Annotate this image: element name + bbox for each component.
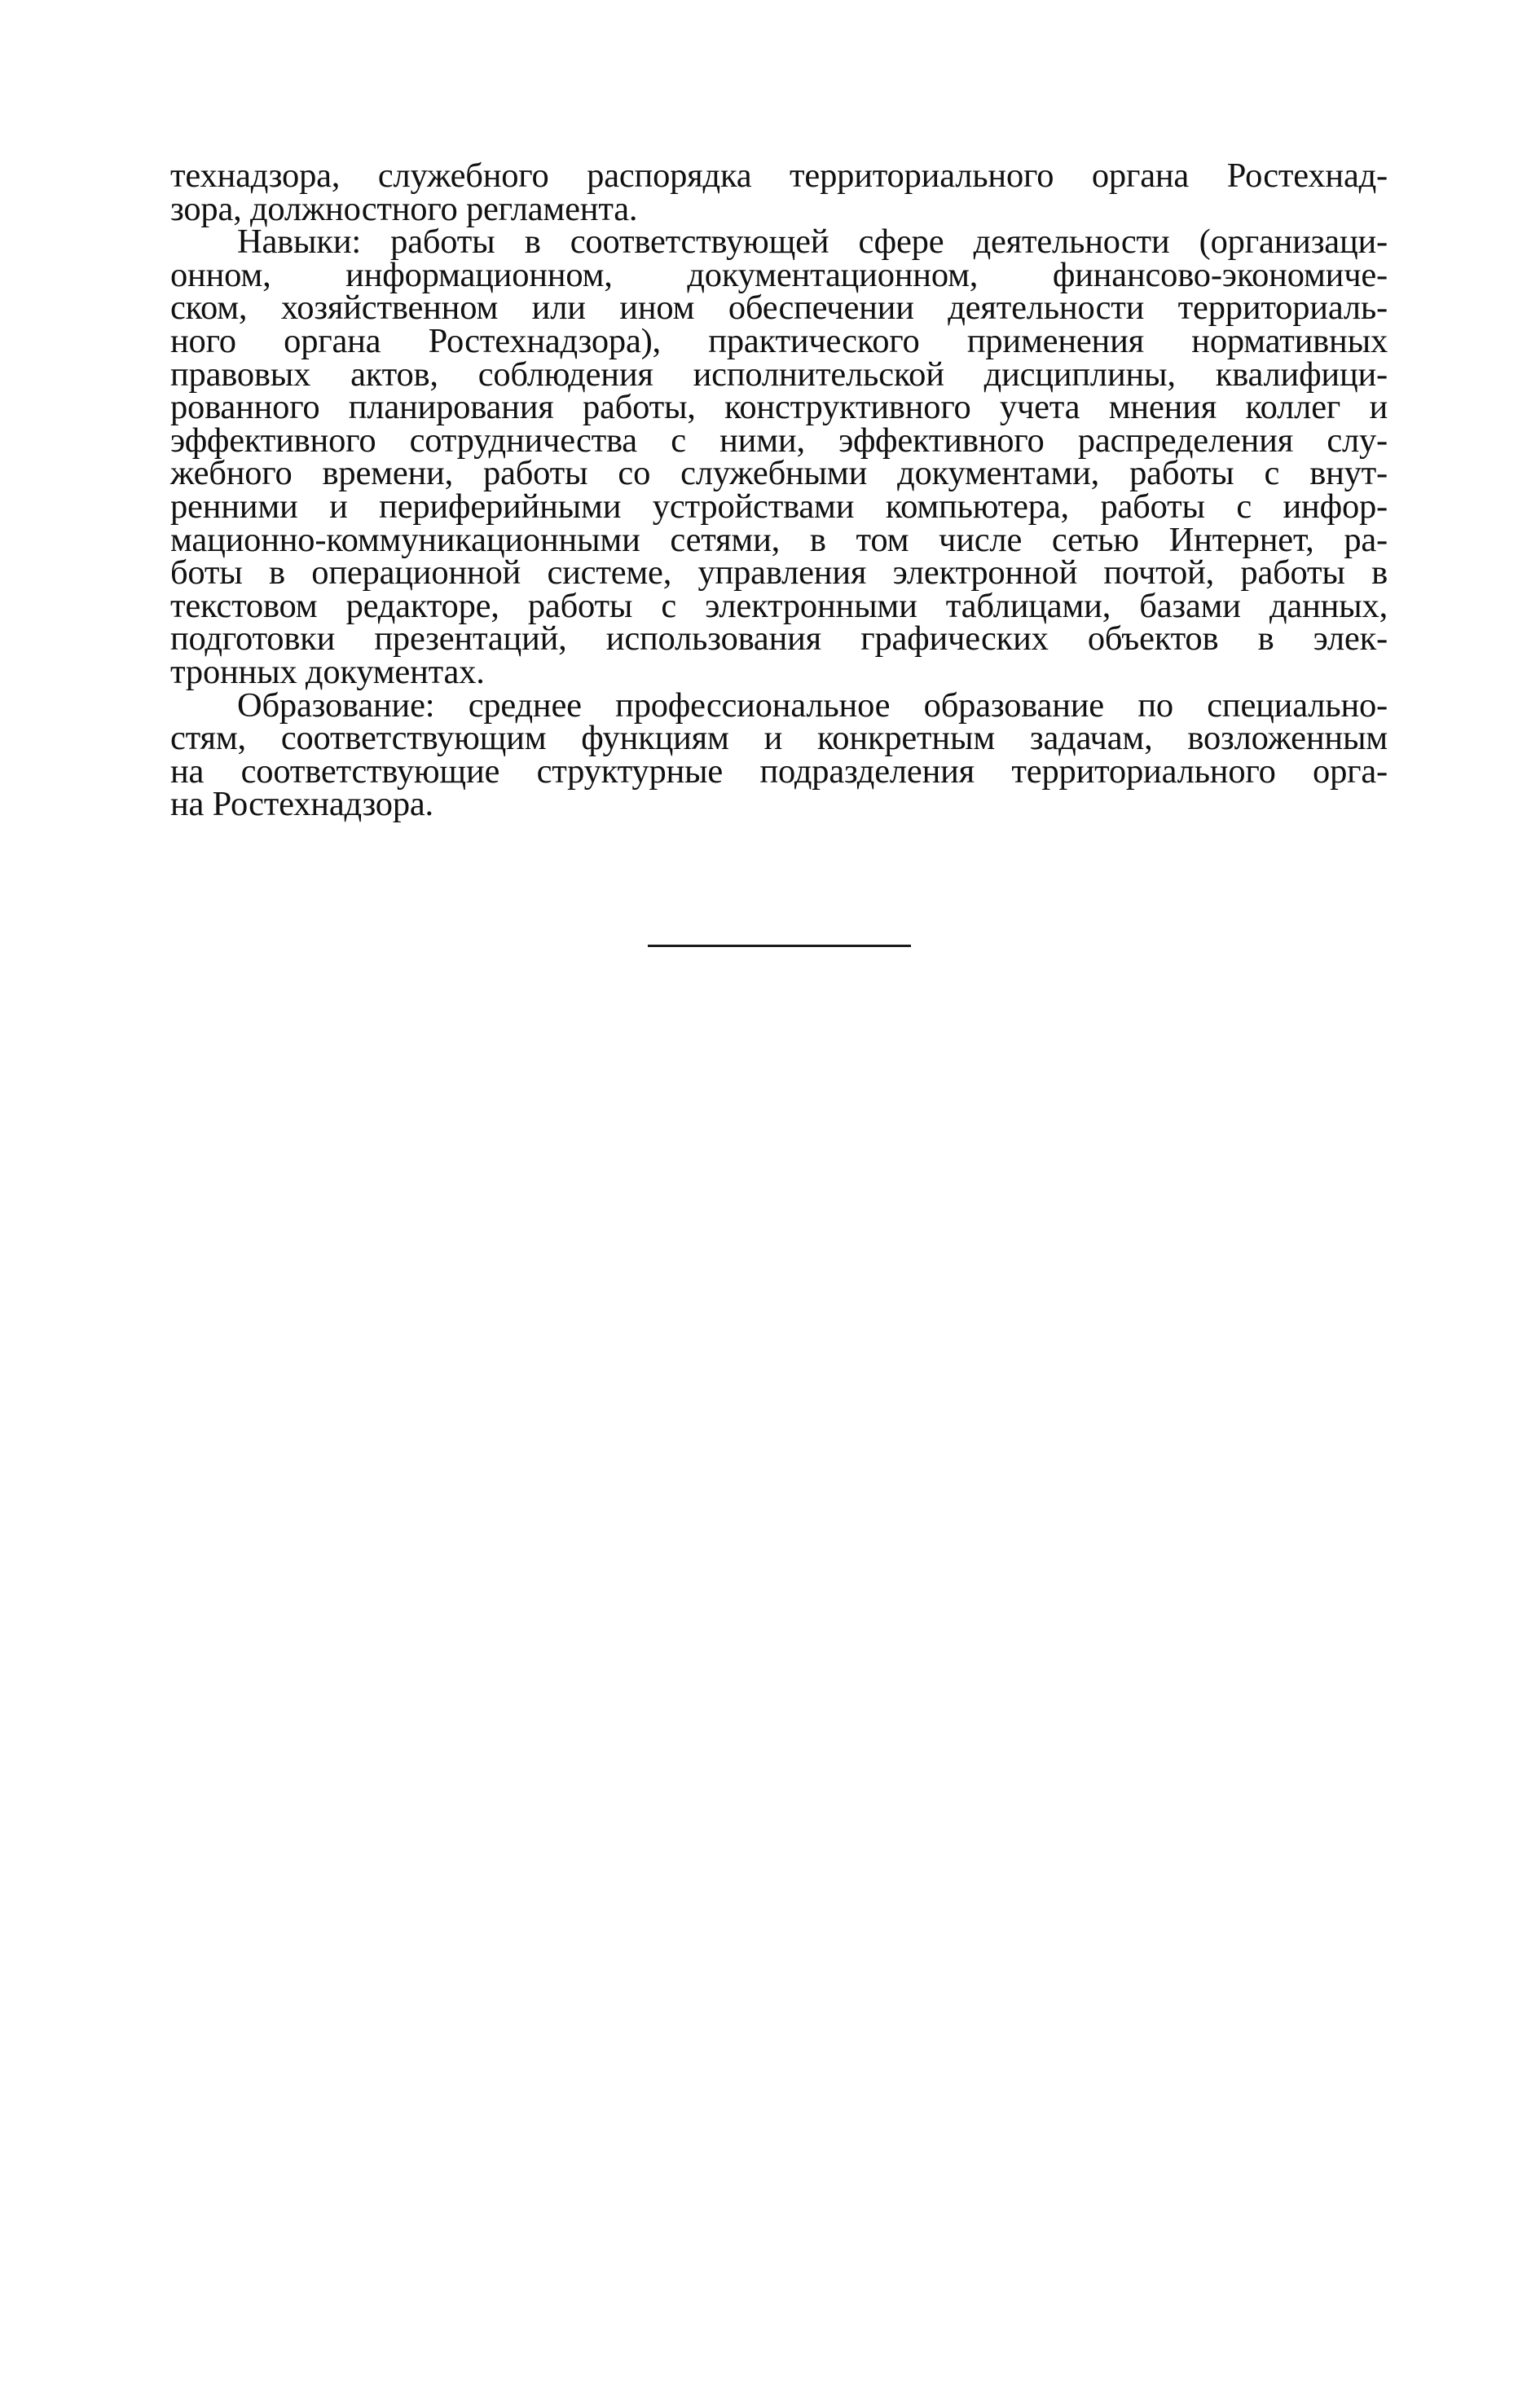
text-line: текстовом редакторе, работы с электронными таблицами, базами данных, bbox=[170, 586, 1388, 625]
text-line: рованного планирования работы, конструктивного учета мнения коллег и bbox=[170, 388, 1388, 427]
text-line: зора, должностного регламента. bbox=[170, 189, 638, 228]
text-line: правовых актов, соблюдения исполнительской дисциплины, квалифици- bbox=[170, 355, 1388, 394]
paragraph-skills bbox=[170, 223, 1388, 691]
paragraph-education bbox=[170, 685, 1388, 824]
text-line: онном, информационном, документационном, финансово-экономиче- bbox=[170, 255, 1388, 294]
end-separator-rule bbox=[648, 945, 911, 947]
text-line: ного органа Ростехнадзора), практического применения нормативных bbox=[170, 321, 1388, 360]
text-line: боты в операционной системе, управления электронной почтой, работы в bbox=[170, 553, 1388, 593]
text-line: технадзора, служебного распорядка территориального органа Ростехнад- bbox=[170, 156, 1388, 195]
document-body bbox=[170, 156, 1388, 824]
paragraph-continuation bbox=[170, 156, 1388, 228]
text-line: ренними и периферийными устройствами компьютера, работы с инфор- bbox=[170, 487, 1388, 526]
text-line: Образование: среднее профессиональное образование по специально- bbox=[237, 685, 1388, 725]
text-line: стям, соответствующим функциям и конкретным задачам, возложенным bbox=[170, 719, 1388, 758]
text-line: Навыки: работы в соответствующей сфере деятельности (организаци- bbox=[237, 223, 1388, 262]
text-line: мационно-коммуникационными сетями, в том числе сетью Интернет, ра- bbox=[170, 520, 1388, 559]
text-line: на соответствующие структурные подразделения территориального орга- bbox=[170, 751, 1388, 791]
text-line: подготовки презентаций, использования графических объектов в элек- bbox=[170, 619, 1388, 659]
text-line: тронных документах. bbox=[170, 652, 485, 691]
text-line: на Ростехнадзора. bbox=[170, 785, 433, 824]
text-line: эффективного сотрудничества с ними, эффективного распределения слу- bbox=[170, 421, 1388, 460]
text-line: жебного времени, работы со служебными документами, работы с внут- bbox=[170, 454, 1388, 493]
text-line: ском, хозяйственном или ином обеспечении деятельности территориаль- bbox=[170, 289, 1388, 328]
